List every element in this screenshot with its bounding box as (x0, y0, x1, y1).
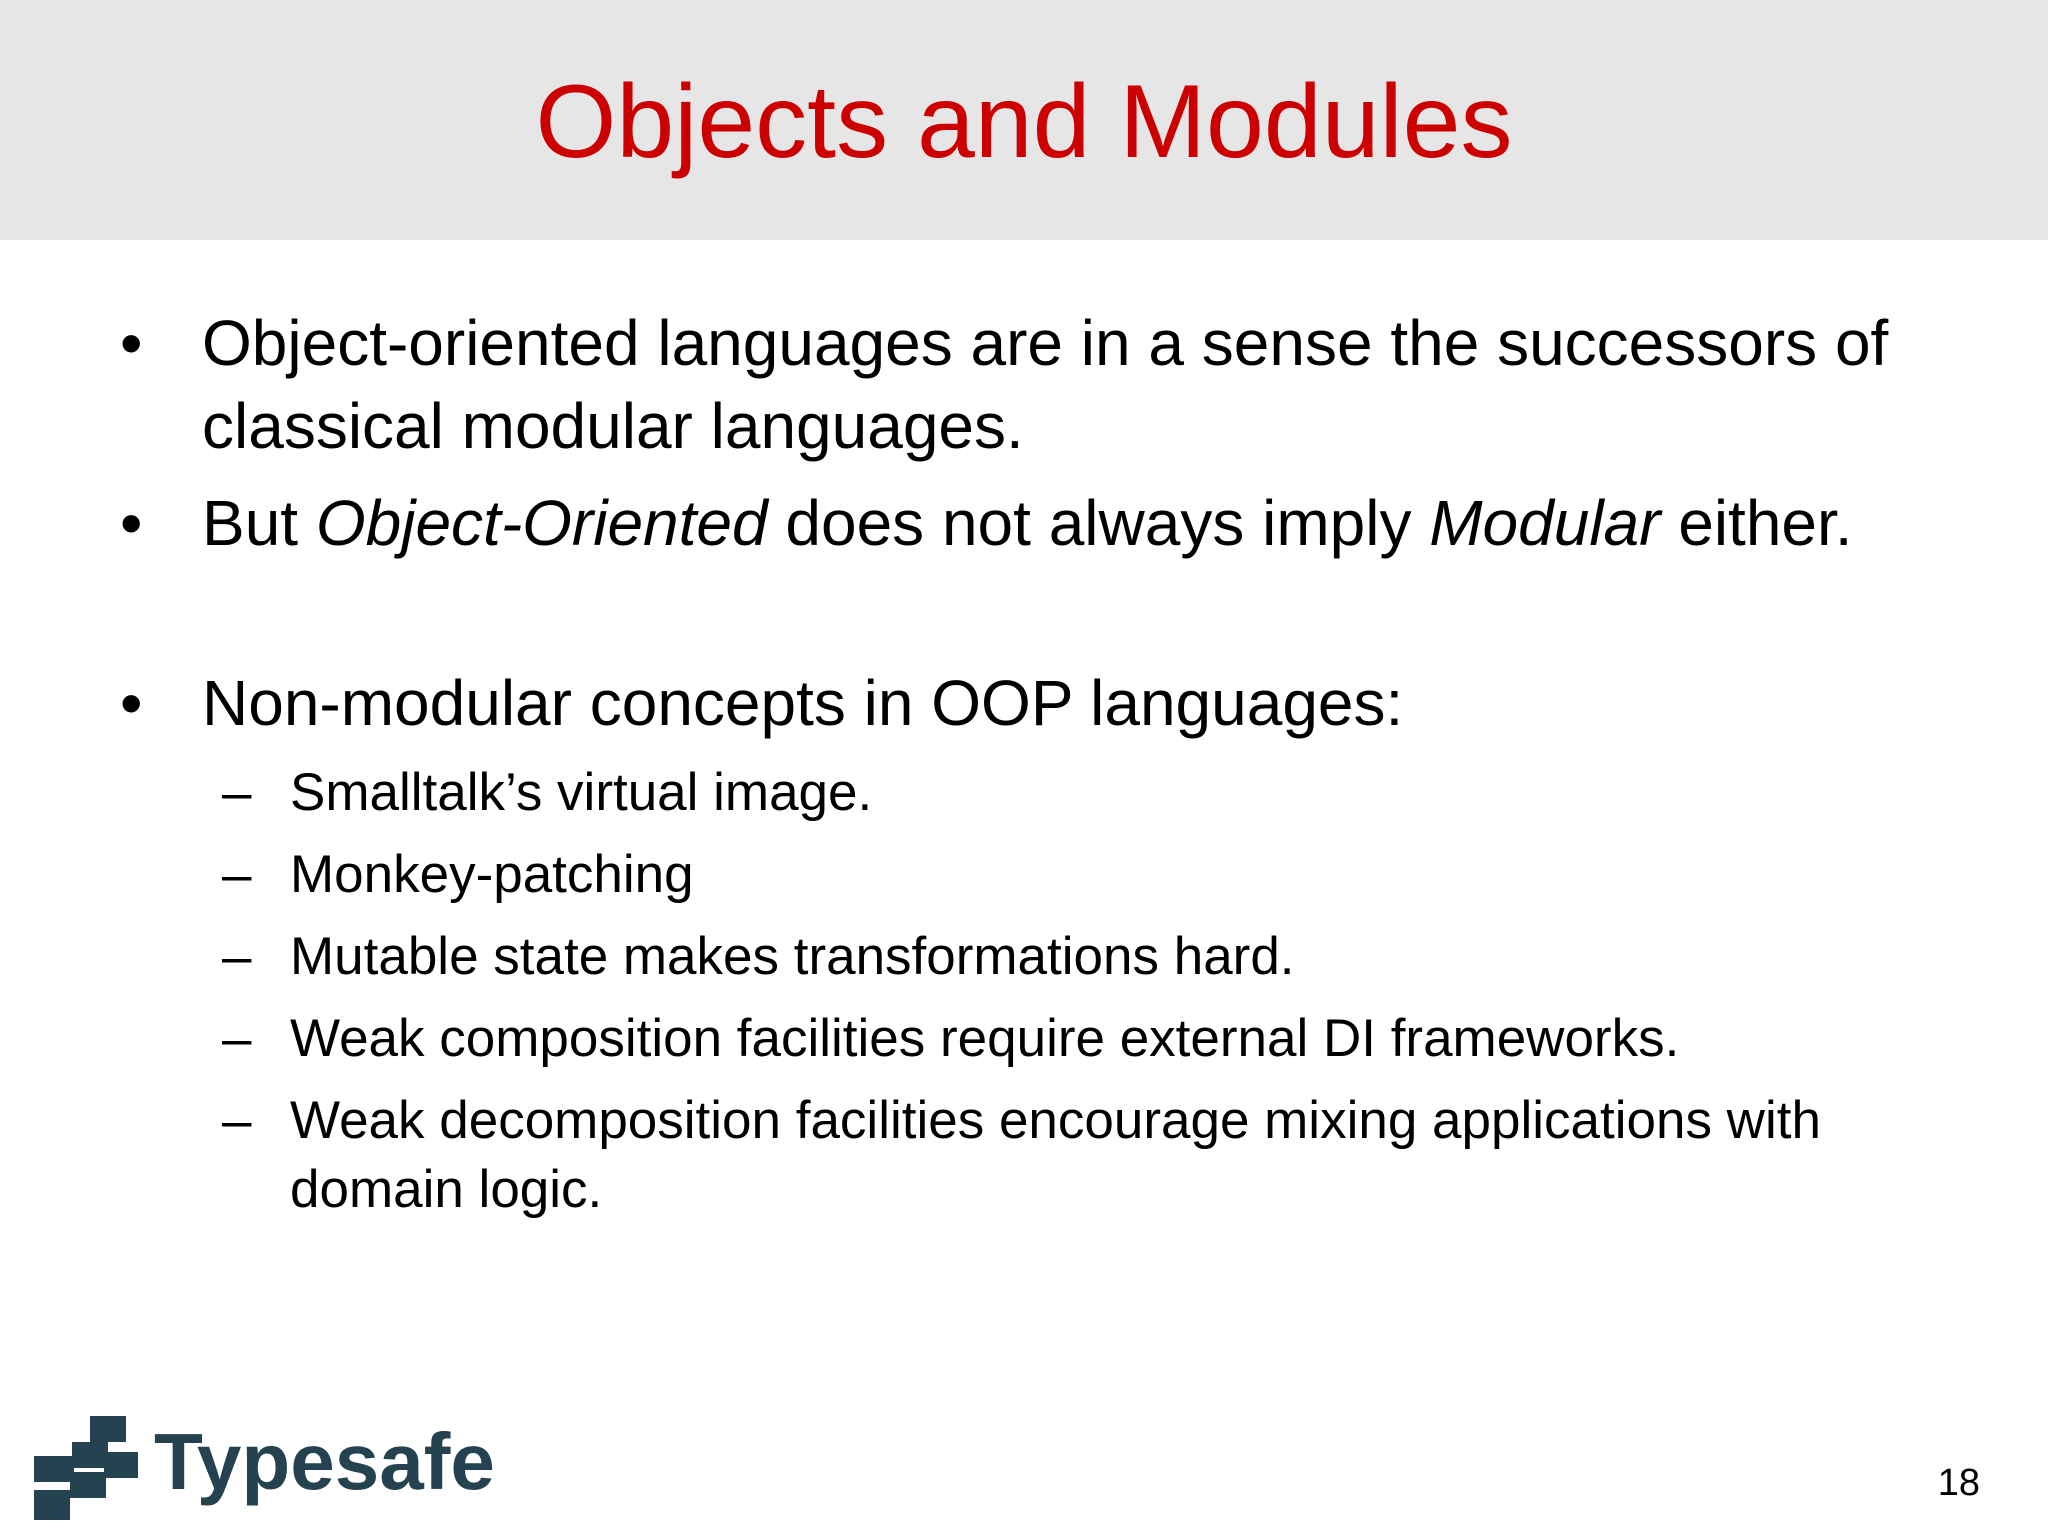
bullet-text-part: does not always imply (767, 487, 1430, 559)
sub-bullet-marker: – (222, 845, 252, 904)
sub-bullet-marker: – (222, 1009, 252, 1068)
bullet-text-emphasis: Modular (1429, 487, 1661, 559)
sub-bullet-text: Weak composition facilities require external DI frameworks. (290, 1009, 1680, 1068)
title-band (0, 0, 2048, 240)
sub-bullet-text: Monkey-patching (290, 845, 694, 904)
sub-bullet-text: Weak decomposition facilities encourage mixing applications with domain logic. (290, 1091, 1821, 1219)
slide-title: Objects and Modules (535, 64, 1513, 180)
typesafe-logo (32, 1412, 495, 1524)
logo-wordmark: Typesafe (154, 1417, 495, 1506)
bullet-text (202, 302, 1962, 468)
typesafe-logo-icon (32, 1412, 140, 1524)
bullet-text-part: But (202, 487, 316, 559)
sub-bullet-marker: – (222, 927, 252, 986)
bullet-marker: • (120, 307, 143, 379)
sub-bullet-text: Smalltalk’s virtual image. (290, 763, 873, 822)
bullet-text-part: either. (1660, 487, 1853, 559)
bullet-marker: • (120, 667, 143, 739)
page-number: 18 (1937, 1462, 1980, 1504)
bullet-text (202, 482, 1962, 565)
sub-bullet-marker: – (222, 1091, 252, 1150)
bullet-text-part: Non-modular concepts in OOP languages: (202, 667, 1404, 739)
bullet-text-emphasis: Object-Oriented (315, 487, 768, 559)
bullet-marker: • (120, 487, 143, 559)
sub-bullet-marker: – (222, 763, 252, 822)
bullet-text-part: Object-oriented languages are in a sense the successors of classical modular languages. (202, 307, 1889, 462)
bullet-text (202, 662, 1962, 745)
sub-bullet-text: Mutable state makes transformations hard. (290, 927, 1295, 986)
